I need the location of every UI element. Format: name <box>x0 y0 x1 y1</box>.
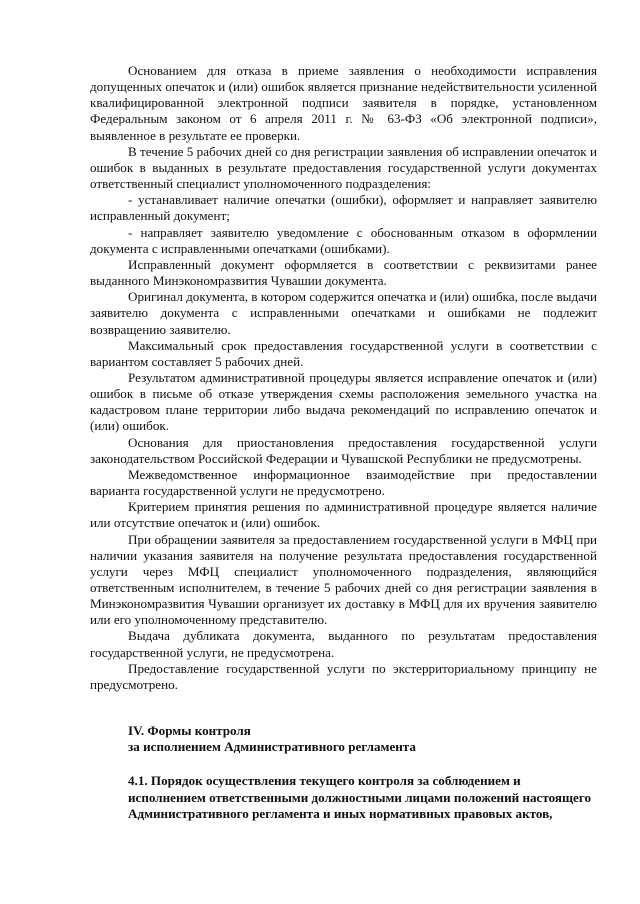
subsection-title-line-2: исполнением ответственными должностными лицами положений настоящего <box>128 789 592 805</box>
paragraph-decision-criterion: Критерием принятия решения по административной процедуре является наличие или отсутствие опечаток и (или) ошибок. <box>90 499 597 531</box>
paragraph-extraterritorial: Предоставление государственной услуги по экстерриториальному принципу не предусмотрено. <box>90 660 597 692</box>
paragraph-corrected-document: Исправленный документ оформляется в соответствии с реквизитами ранее выданного Минэкономразвития Чувашии документа. <box>90 256 597 289</box>
paragraph-refusal-grounds: Основанием для отказа в приеме заявления о необходимости исправления допущенных опечаток и (или) ошибок является признание недействительности усиленной квалифицированной электронной подписи заявителя в порядке, установленном Федеральным законом от 6 апреля 2011 г. № 63-ФЗ «Об электронной подписи», выявленное в результате ее проверки. <box>90 63 597 143</box>
paragraph-mfc-delivery: При обращении заявителя за предоставлением государственной услуги в МФЦ при наличии указания заявителя на получение результата предоставления государственной услуги через МФЦ специалист уполномоченного подразделения, являющийся ответственным исполнителем, в течение 5 рабочих дней со дня регистрации заявления в Минэкономразвития Чувашии организует их доставку в МФЦ для их вручения заявителю или его уполномоченному представителю. <box>90 531 597 628</box>
paragraph-max-term: Максимальный срок предоставления государственной услуги в соответствии с вариантом составляет 5 рабочих дней. <box>90 337 597 369</box>
section-title: IV. Формы контроля <box>128 723 251 739</box>
paragraph-interagency: Межведомственное информационное взаимодействие при предоставлении варианта государственной услуги не предусмотрено. <box>90 466 597 499</box>
list-item-establish-error: - устанавливает наличие опечатки (ошибки), оформляет и направляет заявителю исправленный документ; <box>90 192 597 224</box>
document-page <box>90 63 597 822</box>
paragraph-suspension-grounds: Основания для приостановления предоставления государственной услуги законодательством Российской Федерации и Чувашской Республики не предусмотрены. <box>90 434 597 466</box>
subsection-title-line-1: 4.1. Порядок осуществления текущего контроля за соблюдением и <box>128 773 521 789</box>
paragraph-original-document: Оригинал документа, в котором содержится опечатка и (или) ошибка, после выдачи заявителю документа с исправленными опечатками и ошибками не подлежит возвращению заявителю. <box>90 289 597 337</box>
paragraph-correction-period: В течение 5 рабочих дней со дня регистрации заявления об исправлении опечаток и ошибок в выданных в результате предоставления государственной услуги документах ответственный специалист уполномоченного подразделения: <box>90 143 597 192</box>
subsection-title-line-3: Административного регламента и иных нормативных правовых актов, <box>128 805 553 821</box>
paragraph-procedure-result: Результатом административной процедуры является исправление опечаток и (или) ошибок в письме об отказе утверждения схемы расположения земельного участка на кадастровом плане территории либо выдача рекомендаций по исправлению опечаток и (или) ошибок. <box>90 369 597 434</box>
subsection-spacer <box>90 755 597 773</box>
list-item-send-refusal: - направляет заявителю уведомление с обоснованным отказом в оформлении документа с исправленными опечатками (ошибками). <box>90 224 597 256</box>
paragraph-duplicate: Выдача дубликата документа, выданного по результатам предоставления государственной услуги, не предусмотрена. <box>90 628 597 660</box>
section-subtitle: за исполнением Административного регламента <box>128 739 416 755</box>
section-spacer <box>90 693 597 723</box>
